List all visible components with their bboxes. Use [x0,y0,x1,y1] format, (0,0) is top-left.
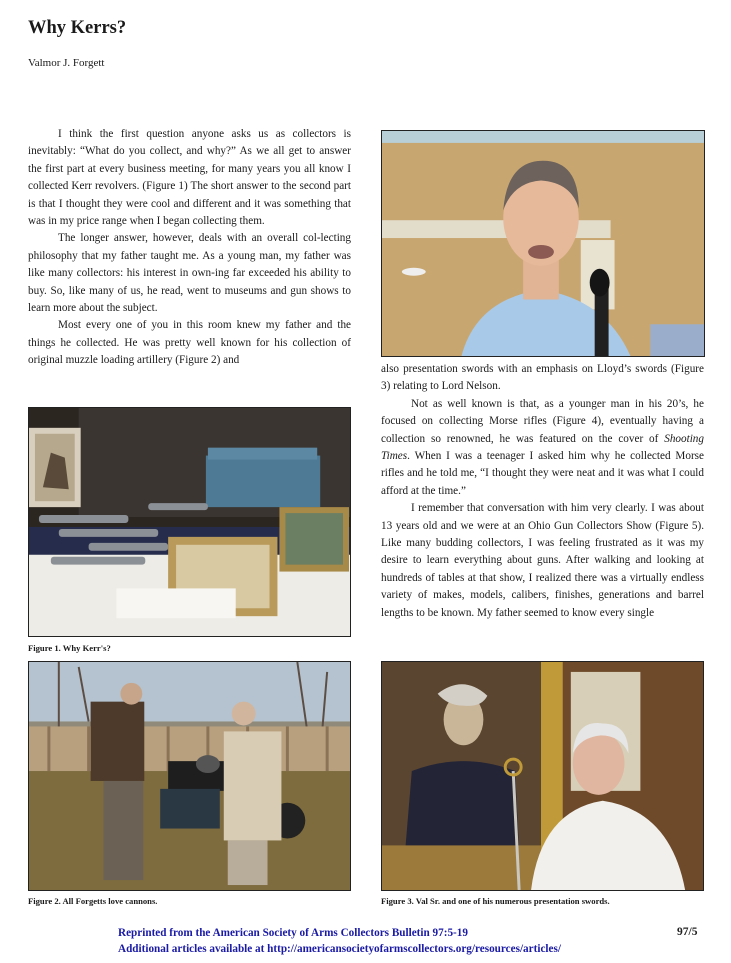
page-number: 97/5 [677,926,698,938]
paragraph: also presentation swords with an emphasis on Lloyd’s swords (Figure 3) relating to Lord Nelson. [381,363,704,393]
article-title: Why Kerrs? [28,18,127,38]
figure-3-caption: Figure 3. Val Sr. and one of his numerous presentation swords. [381,896,610,906]
figure-3-sword-photo [381,661,704,891]
paragraph: I think the first question anyone asks us as collectors is inevitably: “What do you collect, and why?” As we all get to answer the first part at every business meeting, for many years you all know I collected Kerr revolvers. (Figure 1) The short answer to the second part is that I thought they were cool and different and it was something that was in my price range when I began collecting them. [28,128,351,228]
paragraph: Not as well known is that, as a younger man in his 20’s, he focused on collecting Morse rifles (Figure 4), eventually having a collection so renowned, he was featured on the cover of Shooting Times. When I was a teenager I asked him why he collected Morse rifles and he told me, “I thought they were neat and it was what I could afford at the time.” [381,397,704,497]
footer-articles-link[interactable]: Additional articles available at http://americansocietyofarmscollectors.org/resources/articles/ [118,943,561,955]
figure-2-cannon-photo [28,661,351,891]
paragraph: The longer answer, however, deals with an overall col-lecting philosophy that my father taught me. As a young man, my father was like many collectors: his interest in own-ing far exceeded his ability to buy. So, like many of us, he read, went to museums and gun shows to learn more about the subject. [28,232,351,315]
paragraph: I remember that conversation with him very clearly. I was about 13 years old and we were at an Ohio Gun Collectors Show (Figure 5). Like many budding collectors, I was feeling frustrated as it was my desire to learn everything about guns. After walking and looking at hundreds of tables at that show, I realized there was a virtually endless variety of makes, models, calibers, finishes, generations and barrel lengths to be known. My father seemed to know every single [381,502,704,619]
figure-2-caption: Figure 2. All Forgetts love cannons. [28,896,158,906]
figure-1-kerr-display [28,407,351,637]
magazine-title: Shooting Times [381,432,704,463]
author-name: Valmor J. Forgett [28,57,105,69]
footer-reprint-note [118,925,561,957]
column-2-text [381,361,704,622]
column-1-text [28,126,351,370]
footer-line-1: Reprinted from the American Society of Arms Collectors Bulletin 97:5-19 [118,927,468,939]
speaker-photo [381,130,705,357]
paragraph: Most every one of you in this room knew my father and the things he collected. He was pretty well known for his collection of original muzzle loading artillery (Figure 2) and [28,319,351,367]
figure-1-caption: Figure 1. Why Kerr's? [28,643,111,653]
